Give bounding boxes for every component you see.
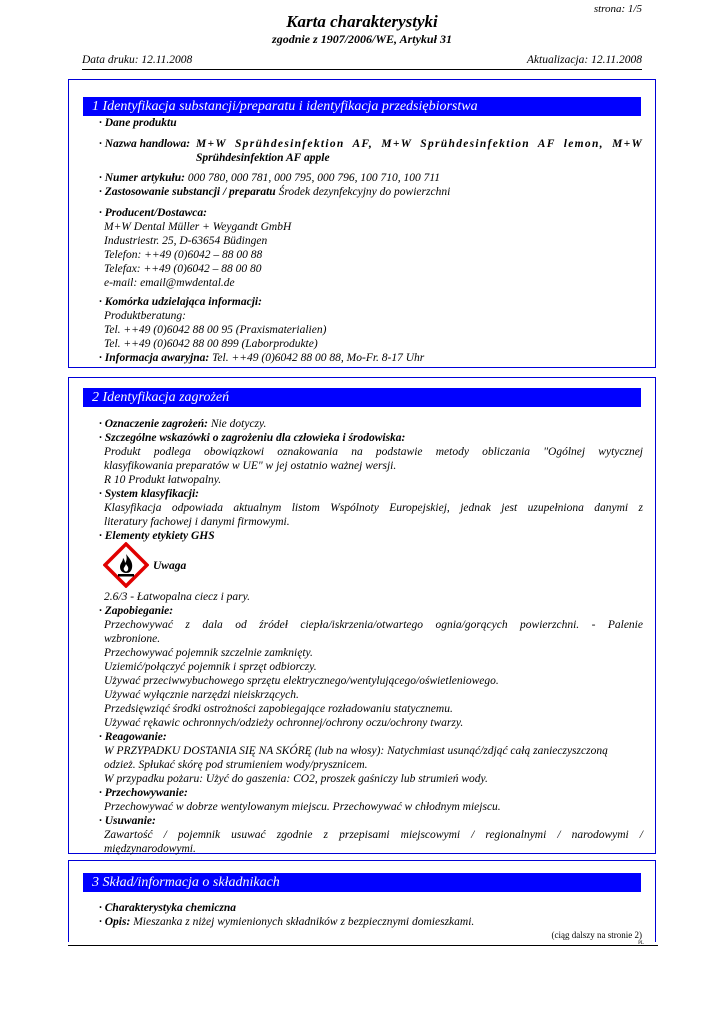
zapobieganie-line: Przedsięwziąć środki ostrożności zapobiegające rozładowaniu statycznemu. bbox=[104, 703, 453, 715]
zapobieganie-line: Przechowywać z dala od źródeł ciepła/iskrzenia/otwartego ognia/gorących powierzchni. - Palenie bbox=[104, 619, 643, 631]
opis-value: Mieszanka z niżej wymienionych składników z bezpiecznymi domieszkami. bbox=[133, 916, 475, 928]
system-klasyfikacji-label: · System klasyfikacji: bbox=[99, 488, 199, 500]
informacja-awaryjna-label: · Informacja awaryjna: bbox=[99, 352, 210, 364]
print-date: Data druku: 12.11.2008 bbox=[82, 54, 193, 66]
komorka-label: · Komórka udzielająca informacji: bbox=[99, 296, 262, 308]
producent-line: Telefax: ++49 (0)6042 – 88 00 80 bbox=[104, 263, 262, 275]
zapobieganie-line: Używać wyłącznie narzędzi nieiskrzących. bbox=[104, 689, 299, 701]
dane-produktu-label: · Dane produktu bbox=[99, 117, 177, 129]
hazard-statement: 2.6/3 - Łatwopalna ciecz i pary. bbox=[104, 591, 250, 603]
charakterystyka-chemiczna-label: · Charakterystyka chemiczna bbox=[99, 902, 237, 914]
nazwa-handlowa-value-line-2: Sprühdesinfektion AF apple bbox=[196, 152, 330, 164]
zastosowanie-value: Środek dezynfekcyjny do powierzchni bbox=[278, 186, 451, 198]
zapobieganie-line: Używać rękawic ochronnych/odzieży ochronnej/ochrony oczu/ochrony twarzy. bbox=[104, 717, 464, 729]
oznaczenie-zagrozen-value: Nie dotyczy. bbox=[210, 418, 267, 430]
zastosowanie-label: · Zastosowanie substancji / preparatu bbox=[99, 186, 276, 198]
document-title: Karta charakterystyki bbox=[286, 12, 438, 31]
ghs-elements-label: · Elementy etykiety GHS bbox=[99, 530, 215, 542]
numer-artykulu-value: 000 780, 000 781, 000 795, 000 796, 100 710, 100 711 bbox=[187, 172, 440, 184]
nazwa-handlowa-value-line-1: M+W Sprühdesinfektion AF, M+W Sprühdesinfektion AF lemon, M+W bbox=[196, 138, 643, 150]
section-3-heading: 3 Skład/informacja o składnikach bbox=[83, 873, 641, 892]
zapobieganie-line: Przechowywać pojemnik szczelnie zamknięty. bbox=[104, 647, 313, 659]
szczegolne-wskazowki-line: klasyfikowania preparatów w UE" w jej ostatnio ważnej wersji. bbox=[104, 460, 397, 472]
producent-line: Telefon: ++49 (0)6042 – 88 00 88 bbox=[104, 249, 263, 261]
footer-divider bbox=[68, 945, 658, 946]
reagowanie-label: · Reagowanie: bbox=[99, 731, 167, 743]
system-klasyfikacji-line: Klasyfikacja odpowiada aktualnym listom Wspólnoty Europejskiej, jednak jest uzupełniona danymi z bbox=[104, 502, 643, 514]
reagowanie-line: W PRZYPADKU DOSTANIA SIĘ NA SKÓRĘ (lub na włosy): Natychmiast usunąć/zdjąć całą zanieczyszczoną bbox=[104, 745, 608, 757]
update-date: Aktualizacja: 12.11.2008 bbox=[526, 54, 642, 66]
producent-line: Industriestr. 25, D-63654 Büdingen bbox=[104, 235, 268, 247]
section-2-heading: 2 Identyfikacja zagrożeń bbox=[83, 388, 641, 407]
oznaczenie-zagrozen-label: · Oznaczenie zagrożeń: bbox=[99, 418, 208, 430]
section-2 bbox=[68, 377, 656, 854]
informacja-awaryjna-value: Tel. ++49 (0)6042 88 00 88, Mo-Fr. 8-17 Uhr bbox=[212, 352, 425, 364]
nazwa-handlowa-label: · Nazwa handlowa: bbox=[99, 138, 191, 150]
szczegolne-wskazowki-line: R 10 Produkt łatwopalny. bbox=[104, 474, 222, 486]
usuwanie-line: międzynarodowymi. bbox=[104, 843, 196, 855]
zapobieganie-line: Uziemić/połączyć pojemnik i sprzęt odbiorczy. bbox=[104, 661, 317, 673]
zapobieganie-line: Używać przeciwwybuchowego sprzętu elektrycznego/wentylującego/oświetleniowego. bbox=[104, 675, 499, 687]
producent-line: e-mail: email@mwdental.de bbox=[104, 277, 235, 289]
flame-hazard-pictogram-icon bbox=[103, 542, 149, 588]
page-number: strona: 1/5 bbox=[593, 3, 642, 15]
header-divider bbox=[82, 69, 642, 70]
przechowywanie-label: · Przechowywanie: bbox=[99, 787, 188, 799]
zapobieganie-line: wzbronione. bbox=[104, 633, 161, 645]
section-1-heading: 1 Identyfikacja substancji/preparatu i identyfikacja przedsiębiorstwa bbox=[83, 97, 641, 116]
language-code: PL bbox=[638, 941, 644, 946]
system-klasyfikacji-line: literatury fachowej i danymi firmowymi. bbox=[104, 516, 290, 528]
producent-line: M+W Dental Müller + Weygandt GmbH bbox=[104, 221, 292, 233]
przechowywanie-value: Przechowywać w dobrze wentylowanym miejscu. Przechowywać w chłodnym miejscu. bbox=[104, 801, 501, 813]
reagowanie-line: W przypadku pożaru: Użyć do gaszenia: CO2, proszek gaśniczy lub strumień wody. bbox=[104, 773, 488, 785]
continued-note: (ciąg dalszy na stronie 2) bbox=[551, 930, 642, 940]
zapobieganie-label: · Zapobieganie: bbox=[99, 605, 174, 617]
section-1 bbox=[68, 79, 656, 368]
szczegolne-wskazowki-line: Produkt podlega obowiązkowi oznakowania na podstawie metody obliczania "Ogólnej wytycznej bbox=[104, 446, 643, 458]
komorka-line: Tel. ++49 (0)6042 88 00 95 (Praxismaterialien) bbox=[104, 324, 327, 336]
document-subtitle: zgodnie z 1907/2006/WE, Artykuł 31 bbox=[272, 32, 452, 46]
komorka-line: Tel. ++49 (0)6042 88 00 899 (Laborprodukte) bbox=[104, 338, 318, 350]
szczegolne-wskazowki-label: · Szczególne wskazówki o zagrożeniu dla człowieka i środowiska: bbox=[99, 432, 406, 444]
opis-label: · Opis: bbox=[99, 916, 131, 928]
usuwanie-line: Zawartość / pojemnik usuwać zgodnie z przepisami miejscowymi / regionalnymi / narodowymi / bbox=[104, 829, 643, 841]
producent-label: · Producent/Dostawca: bbox=[99, 207, 207, 219]
signal-word: Uwaga bbox=[153, 560, 187, 572]
reagowanie-line: odzież. Spłukać skórę pod strumieniem wody/prysznicem. bbox=[104, 759, 368, 771]
komorka-line: Produktberatung: bbox=[104, 310, 186, 322]
numer-artykulu-label: · Numer artykułu: bbox=[99, 172, 185, 184]
usuwanie-label: · Usuwanie: bbox=[99, 815, 156, 827]
